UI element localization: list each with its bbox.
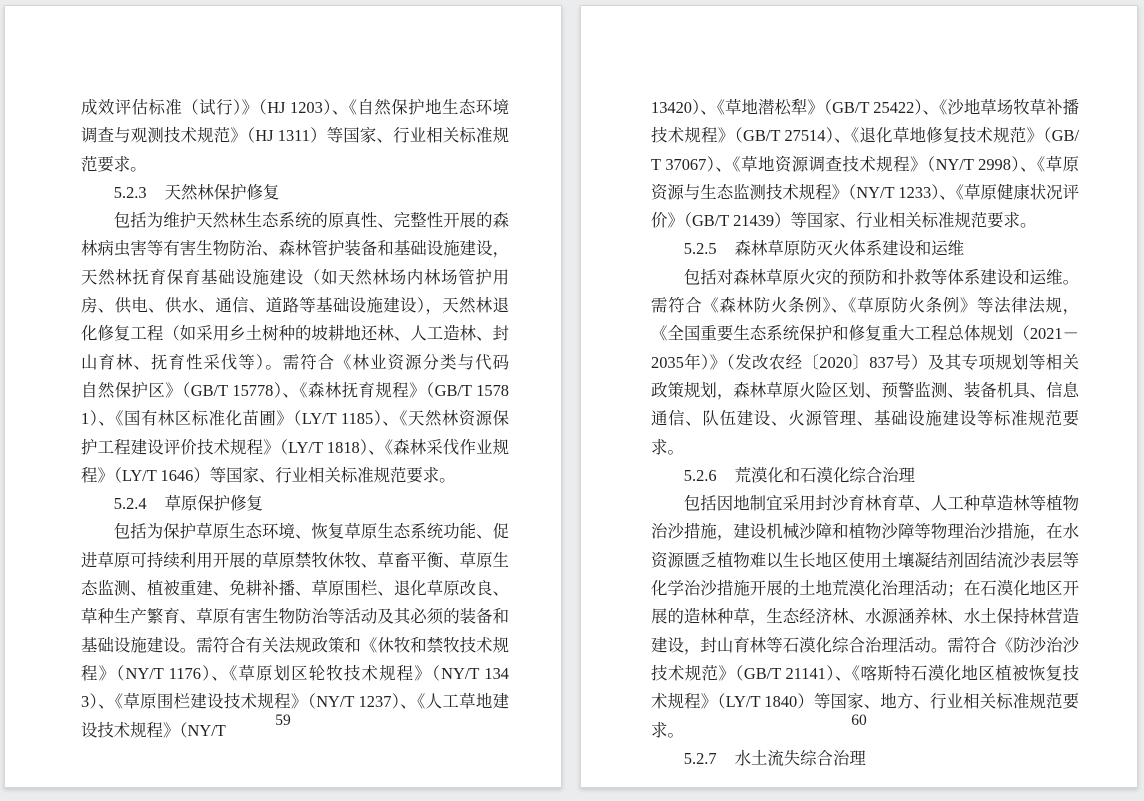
page-60 [580,5,1138,788]
page-59-text-column [81,94,526,745]
section-number: 5.2.4 [113,494,147,514]
paragraph: 13420）、《草地潜松犁》（GB/T 25422）、《沙地草场牧草补播技术规程》（GB/T 27514）、《退化草地修复技术规范》（GB/T 37067）、《草地资源调查技术规程》（NY/T 2998）、《草原资源与生态监测技术规程》（NY/T 1233）、《草原健康状况评价》（GB/T 21439）等国家、行业相关标准规范要求。 [651,98,1079,231]
section-title: 水土流失综合治理 [734,748,866,768]
section-title: 草原保护修复 [164,494,263,514]
page-number-59: 59 [275,712,291,729]
section-number: 5.2.3 [113,182,147,202]
section-title: 荒漠化和石漠化综合治理 [734,465,915,485]
page-60-text-column [651,94,1079,773]
section-heading-5-2-5 [651,235,1079,263]
paragraph: 包括因地制宜采用封沙育林育草、人工种草造林等植物治沙措施，建设机械沙障和植物沙障等物理治沙措施，在水资源匮乏植物难以生长地区使用土壤凝结剂固结流沙表层等化学治沙措施开展的土地荒漠化治理活动；在石漠化地区开展的造林种草，生态经济林、水源涵养林、水土保持林营造建设，封山育林等石漠化综合治理活动。需符合《防沙治沙技术规范》（GB/T 21141）、《喀斯特石漠化地区植被恢复技术规程》（LY/T 1840）等国家、地方、行业相关标准规范要求。 [651,494,1079,740]
page-59 [4,5,562,788]
section-number: 5.2.7 [683,748,717,768]
page-number-60: 60 [851,712,867,729]
paragraph: 包括为保护草原生态环境、恢复草原生态系统功能、促进草原可持续利用开展的草原禁牧休牧、草畜平衡、草原生态监测、植被重建、免耕补播、草原围栏、退化草原改良、草种生产繁育、草原有害生物防治等活动及其必须的装备和基础设施建设。需符合有关法规政策和《休牧和禁牧技术规程》（NY/T 1176）、《草原划区轮牧技术规程》（NY/T 1343）、《草原围栏建设技术规程》（NY/T 1237）、《人工草地建设技术规程》（NY/T [81,522,509,740]
section-number: 5.2.6 [683,465,717,485]
section-title: 森林草原防灭火体系建设和运维 [734,239,965,259]
section-heading-5-2-6 [651,462,1079,490]
section-title: 天然林保护修复 [164,182,280,202]
paragraph: 包括为维护天然林生态系统的原真性、完整性开展的森林病虫害等有害生物防治、森林管护装备和基础设施建设，天然林抚育保育基础设施建设（如天然林场内林场管护用房、供电、供水、通信、道路等基础设施建设），天然林退化修复工程（如采用乡土树种的坡耕地还林、人工造林、封山育林、抚育性采伐等）。需符合《林业资源分类与代码 自然保护区》（GB/T 15778）、《森林抚育规程》（GB/T 15781）、《国有林区标准化苗圃》（LY/T 1185）、《天然林资源保护工程建设评价技术规程》（LY/T 1818）、《森林采伐作业规程》（LY/T 1646）等国家、行业相关标准规范要求。 [81,211,526,485]
paragraph: 包括对森林草原火灾的预防和扑救等体系建设和运维。需符合《森林防火条例》、《草原防火条例》等法律法规，《全国重要生态系统保护和修复重大工程总体规划（2021－2035年）》（发改农经〔2020〕837号）及其专项规划等相关政策规划，森林草原火险区划、预警监测、装备机具、信息通信、队伍建设、火源管理、基础设施建设等标准规范要求。 [651,267,1079,457]
section-heading-5-2-7 [651,745,1079,773]
section-heading-5-2-3 [81,179,509,207]
paragraph: 成效评估标准（试行）》（HJ 1203）、《自然保护地生态环境调查与观测技术规范》（HJ 1311）等国家、行业相关标准规范要求。 [81,98,509,174]
section-heading-5-2-4 [81,490,509,518]
section-number: 5.2.5 [683,239,717,259]
